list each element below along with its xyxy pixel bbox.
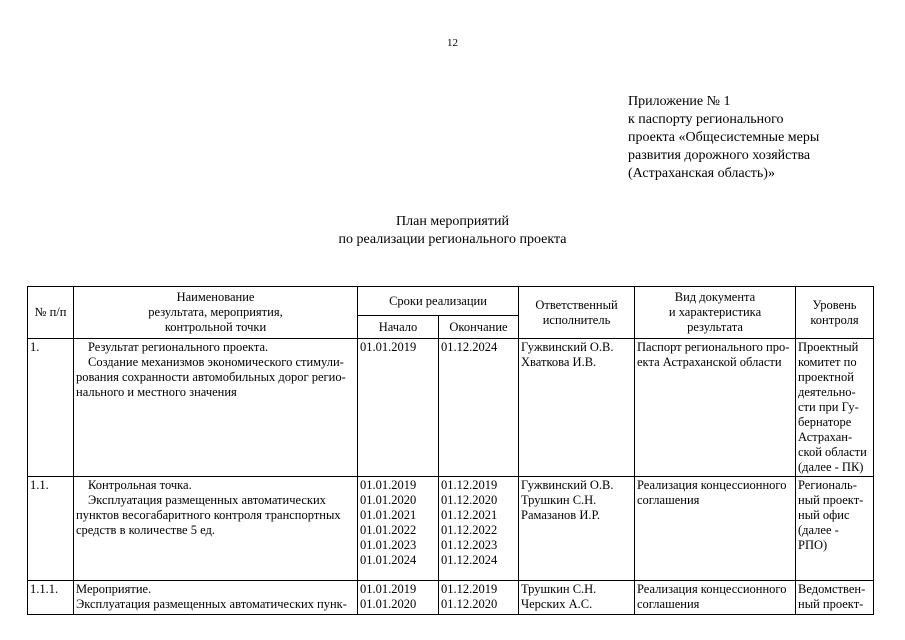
row-name-title: Мероприятие. — [76, 582, 152, 596]
row-responsible — [519, 477, 635, 581]
level-line: ный проект- — [798, 597, 864, 611]
level-line: проектной — [798, 370, 854, 384]
row-num: 1.1. — [28, 477, 74, 581]
header-name-line: Наименование — [176, 290, 255, 304]
level-line: бернаторе — [798, 415, 852, 429]
header-doc-line: и характеристика — [668, 305, 762, 319]
end-date: 01.12.2023 — [441, 538, 498, 552]
level-line: РПО) — [798, 538, 828, 552]
row-num: 1.1.1. — [28, 581, 74, 615]
header-level: Уровень контроля — [796, 287, 874, 339]
start-date: 01.01.2021 — [360, 508, 417, 522]
doc-line: соглашения — [637, 597, 700, 611]
header-name-line: результата, мероприятия, — [148, 305, 283, 319]
header-doc-line: результата — [687, 320, 743, 334]
level-line: ской области — [798, 445, 867, 459]
row-responsible — [519, 339, 635, 477]
start-date: 01.01.2023 — [360, 538, 417, 552]
row-name — [74, 581, 358, 615]
end-date: 01.12.2022 — [441, 523, 498, 537]
responsible-person: Хваткова И.В. — [521, 355, 597, 369]
appendix-line: к паспорту регионального — [628, 112, 784, 127]
doc-line: Реализация концессионного — [637, 478, 787, 492]
doc-line: Паспорт регионального про- — [637, 340, 790, 354]
appendix-line: проекта «Общесистемные меры — [628, 130, 820, 145]
end-date: 01.12.2021 — [441, 508, 498, 522]
end-date: 01.12.2019 — [441, 478, 498, 492]
start-date: 01.01.2022 — [360, 523, 417, 537]
start-date: 01.01.2019 — [360, 478, 417, 492]
row-num: 1. — [28, 339, 74, 477]
header-num: № п/п — [28, 287, 74, 339]
row-name-title: Результат регионального проекта. — [88, 340, 269, 354]
activity-plan-table — [27, 286, 874, 615]
title-line-2: по реализации регионального проекта — [338, 232, 567, 247]
header-dates: Сроки реализации — [358, 287, 519, 316]
document-title — [0, 213, 905, 249]
row-name-line: рования сохранности автомобильных дорог регио- — [76, 370, 346, 384]
level-line: (далее - ПК) — [798, 460, 864, 474]
row-level — [796, 581, 874, 615]
header-name-line: контрольной точки — [164, 320, 267, 334]
level-line: Ведомствен- — [798, 582, 866, 596]
title-line-1: План мероприятий — [396, 214, 509, 229]
responsible-person: Гужвинский О.В. — [521, 478, 614, 492]
level-line: деятельно- — [798, 385, 856, 399]
level-line: ный проект- — [798, 493, 864, 507]
end-date: 01.12.2024 — [441, 553, 498, 567]
header-start: Начало — [358, 316, 439, 339]
appendix-line: (Астраханская область)» — [628, 166, 775, 181]
responsible-person: Рамазанов И.Р. — [521, 508, 600, 522]
row-level — [796, 477, 874, 581]
header-name — [74, 287, 358, 339]
header-doc — [635, 287, 796, 339]
start-date: 01.01.2020 — [360, 597, 417, 611]
appendix-note — [628, 93, 819, 183]
level-line: (далее - — [798, 523, 839, 537]
start-date: 01.01.2019 — [360, 582, 417, 596]
start-date: 01.01.2020 — [360, 493, 417, 507]
page-number: 12 — [447, 37, 458, 49]
row-name-line: Эксплуатация размещенных автоматических — [88, 493, 326, 507]
level-line: ный офис — [798, 508, 850, 522]
row-end — [439, 477, 519, 581]
table-row — [28, 339, 874, 477]
row-name-line: нального и местного значения — [76, 385, 237, 399]
appendix-line: Приложение № 1 — [628, 94, 731, 109]
row-doc — [635, 581, 796, 615]
end-date: 01.12.2024 — [441, 340, 498, 354]
row-doc — [635, 477, 796, 581]
row-name-line: Создание механизмов экономического стимули- — [88, 355, 344, 369]
responsible-person: Черских А.С. — [521, 597, 593, 611]
row-responsible — [519, 581, 635, 615]
row-end — [439, 339, 519, 477]
level-line: Проектный — [798, 340, 859, 354]
row-end — [439, 581, 519, 615]
responsible-person: Трушкин С.Н. — [521, 493, 597, 507]
row-start — [358, 339, 439, 477]
row-name-line: пунктов весогабаритного контроля транспортных — [76, 508, 341, 522]
doc-line: соглашения — [637, 493, 700, 507]
row-name — [74, 339, 358, 477]
header-responsible: Ответственный исполнитель — [519, 287, 635, 339]
row-name-title: Контрольная точка. — [88, 478, 192, 492]
level-line: Региональ- — [798, 478, 857, 492]
doc-line: Реализация концессионного — [637, 582, 787, 596]
table-row — [28, 477, 874, 581]
start-date: 01.01.2019 — [360, 340, 417, 354]
row-name — [74, 477, 358, 581]
row-start — [358, 581, 439, 615]
responsible-person: Гужвинский О.В. — [521, 340, 614, 354]
level-line: сти при Гу- — [798, 400, 859, 414]
header-doc-line: Вид документа — [674, 290, 756, 304]
appendix-line: развития дорожного хозяйства — [628, 148, 811, 163]
doc-line: екта Астраханской области — [637, 355, 782, 369]
level-line: комитет по — [798, 355, 857, 369]
end-date: 01.12.2020 — [441, 597, 498, 611]
end-date: 01.12.2019 — [441, 582, 498, 596]
start-date: 01.01.2024 — [360, 553, 417, 567]
level-line: Астрахан- — [798, 430, 853, 444]
header-end: Окончание — [439, 316, 519, 339]
row-level — [796, 339, 874, 477]
responsible-person: Трушкин С.Н. — [521, 582, 597, 596]
end-date: 01.12.2020 — [441, 493, 498, 507]
row-start — [358, 477, 439, 581]
table-row — [28, 581, 874, 615]
row-name-line: средств в количестве 5 ед. — [76, 523, 215, 537]
row-name-line: Эксплуатация размещенных автоматических пунк- — [76, 597, 347, 611]
row-doc — [635, 339, 796, 477]
